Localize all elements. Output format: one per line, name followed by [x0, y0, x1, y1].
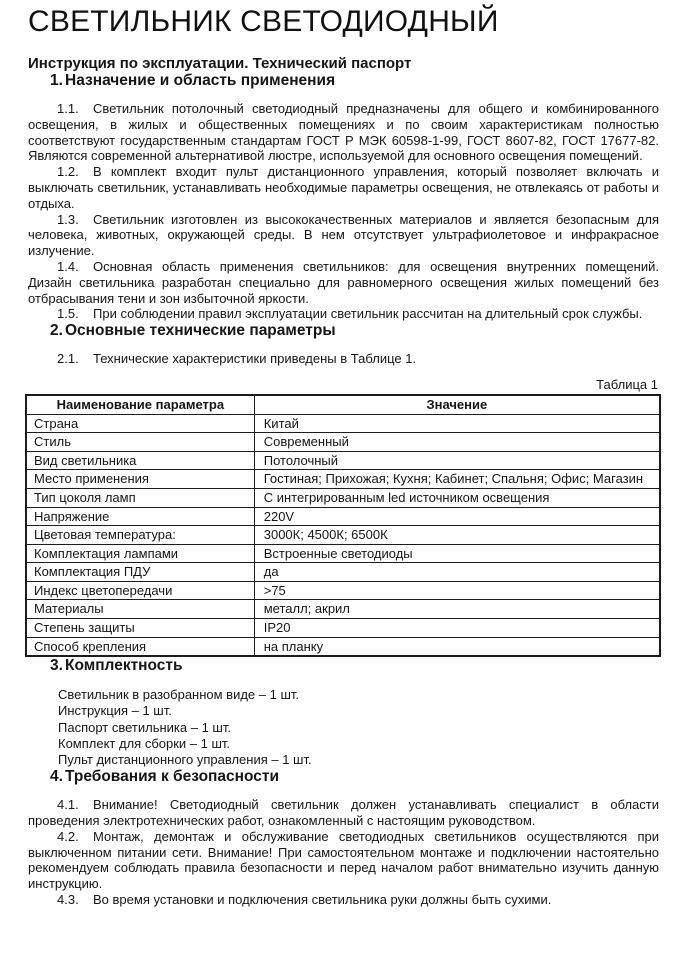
- paragraph-number: 4.2.: [57, 828, 79, 844]
- section-title: Назначение и область применения: [65, 72, 336, 89]
- paragraph-number: 2.1.: [57, 351, 79, 367]
- paragraph-text: Светильник потолочный светодиодный предназначены для общего и комбинированного освещения, в жилых и общественных помещениях и по своим характеристикам полностью соответствуют государственным стандартам ГОСТ Р МЭК 60598-1-99, ГОСТ 8607-82, ГОСТ 17677-82. Являются современной альтернативой люстре, используемой для основного освещения помещений.: [28, 101, 659, 164]
- param-name-cell: Страна: [26, 414, 254, 433]
- param-value-cell: IP20: [254, 619, 660, 638]
- table-row: [26, 414, 660, 433]
- table-header-parameter: Наименование параметра: [26, 395, 254, 414]
- section-4-heading: [28, 768, 659, 785]
- param-name-cell: Тип цоколя ламп: [26, 488, 254, 507]
- section-number: 4.: [50, 768, 63, 786]
- list-item: Светильник в разобранном виде – 1 шт.: [58, 687, 300, 703]
- section-number: 3.: [50, 657, 63, 675]
- param-name-cell: Комплектация ПДУ: [26, 563, 254, 582]
- section-1-body: [28, 101, 659, 322]
- section-title: Комплектность: [65, 657, 183, 675]
- table-header-row: [26, 395, 660, 414]
- section-number: 2.: [50, 322, 63, 340]
- paragraph-1-3: [28, 212, 659, 259]
- table-row: [26, 488, 660, 507]
- paragraph-text: Монтаж, демонтаж и обслуживание светодиодных светильников осуществляются при выключенном питании сети. Внимание! При самостоятельном монтаже и подключении настоятельно рекомендуем соблюдать правила безопасности и перед началом работ внимательно изучить данную инструкцию.: [28, 828, 659, 892]
- list-item: Инструкция – 1 шт.: [58, 703, 172, 719]
- paragraph-text: Технические характеристики приведены в Таблице 1.: [93, 351, 417, 367]
- param-name-cell: Степень защиты: [26, 619, 254, 638]
- paragraph-text: В комплект входит пульт дистанционного управления, который позволяет включать и выключать светильник, устанавливать необходимые параметры освещения, не отвлекаясь от работы и отдыха.: [28, 164, 659, 211]
- document-title: СВЕТИЛЬНИК СВЕТОДИОДНЫЙ: [28, 5, 499, 38]
- section-title: Основные технические параметры: [65, 322, 336, 340]
- param-name-cell: Вид светильника: [26, 451, 254, 470]
- table-row: [26, 637, 660, 656]
- table-row: [26, 507, 660, 526]
- list-item: Комплект для сборки – 1 шт.: [58, 735, 231, 751]
- table-row: [26, 544, 660, 563]
- table-row: [26, 526, 660, 545]
- table-row: [26, 581, 660, 600]
- table-row: [26, 600, 660, 619]
- paragraph-number: 1.4.: [57, 258, 79, 274]
- document-subtitle: Инструкция по эксплуатации. Технический паспорт: [28, 55, 412, 72]
- paragraph-1-5: [28, 306, 659, 322]
- list-item: Пульт дистанционного управления – 1 шт.: [58, 752, 312, 768]
- param-value-cell: 3000К; 4500К; 6500К: [254, 526, 660, 545]
- table-caption: Таблица 1: [596, 376, 658, 392]
- table-row: [26, 433, 660, 452]
- table-row: [26, 451, 660, 470]
- param-value-cell: да: [254, 563, 660, 582]
- section-2-heading: [28, 322, 659, 339]
- paragraph-text: Основная область применения светильников: для освещения внутренних помещений. Дизайн светильника разработан специально для равномерного освещения жилых помещений без отбрасывания тени и зон избыточной яркости.: [28, 258, 659, 306]
- param-name-cell: Индекс цветопередачи: [26, 581, 254, 600]
- param-value-cell: Современный: [254, 433, 660, 452]
- paragraph-text: Светильник изготовлен из высококачественных материалов и является безопасным для человека, животных, окружающей среды. В нем отсутствует ультрафиолетовое и инфракрасное излучение.: [28, 211, 659, 259]
- param-name-cell: Стиль: [26, 433, 254, 452]
- section-2-body: [28, 351, 659, 367]
- section-1-heading: [28, 72, 659, 89]
- table-header-value: Значение: [254, 395, 660, 414]
- param-value-cell: С интегрированным led источником освещения: [254, 488, 660, 507]
- param-name-cell: Цветовая температура:: [26, 526, 254, 545]
- param-name-cell: Способ крепления: [26, 637, 254, 656]
- paragraph-1-4: [28, 259, 659, 306]
- param-name-cell: Напряжение: [26, 507, 254, 526]
- paragraph-1-2: [28, 164, 659, 211]
- paragraph-text: Во время установки и подключения светильника руки должны быть сухими.: [93, 892, 552, 908]
- paragraph-4-1: [28, 797, 659, 829]
- param-value-cell: Китай: [254, 414, 660, 433]
- param-value-cell: Потолочный: [254, 451, 660, 470]
- paragraph-number: 4.1.: [57, 797, 79, 813]
- list-item: Паспорт светильника – 1 шт.: [58, 719, 231, 735]
- paragraph-2-1: [28, 351, 659, 367]
- package-contents-list: [28, 687, 659, 768]
- param-value-cell: >75: [254, 581, 660, 600]
- param-value-cell: металл; акрил: [254, 600, 660, 619]
- section-4-body: [28, 797, 659, 908]
- param-value-cell: 220V: [254, 507, 660, 526]
- paragraph-number: 4.3.: [57, 892, 79, 908]
- paragraph-4-2: [28, 829, 659, 892]
- table-row: [26, 619, 660, 638]
- param-name-cell: Материалы: [26, 600, 254, 619]
- table-row: [26, 563, 660, 582]
- section-3-heading: [28, 657, 659, 674]
- param-value-cell: Гостиная; Прихожая; Кухня; Кабинет; Спальня; Офис; Магазин: [254, 470, 660, 489]
- paragraph-text: Внимание! Светодиодный светильник должен устанавливать специалист в области проведения электротехнических работ, ознакомленный с настоящим руководством.: [28, 797, 659, 829]
- paragraph-number: 1.5.: [57, 306, 79, 322]
- paragraph-text: При соблюдении правил эксплуатации светильник рассчитан на длительный срок службы.: [93, 306, 643, 322]
- paragraph-number: 1.1.: [57, 101, 79, 116]
- section-number: 1.: [50, 72, 63, 89]
- param-name-cell: Комплектация лампами: [26, 544, 254, 563]
- param-value-cell: Встроенные светодиоды: [254, 544, 660, 563]
- paragraph-1-1: [28, 101, 659, 164]
- param-value-cell: на планку: [254, 637, 660, 656]
- paragraph-number: 1.2.: [57, 164, 79, 180]
- section-title: Требования к безопасности: [65, 768, 280, 786]
- paragraph-number: 1.3.: [57, 211, 79, 227]
- specs-table: [25, 394, 661, 657]
- table-row: [26, 470, 660, 489]
- paragraph-4-3: [28, 892, 659, 908]
- param-name-cell: Место применения: [26, 470, 254, 489]
